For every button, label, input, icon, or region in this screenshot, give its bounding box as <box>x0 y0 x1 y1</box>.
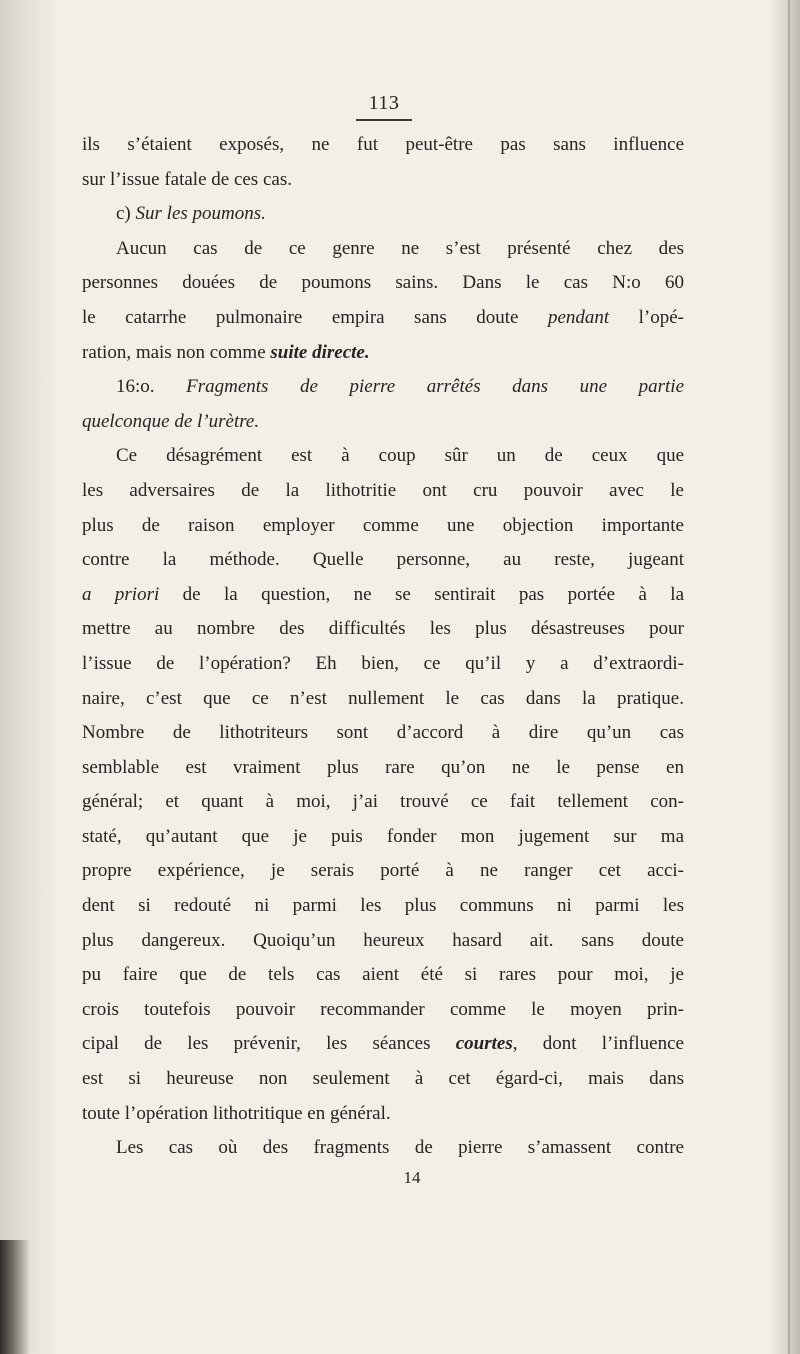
text-line <box>82 163 684 198</box>
text-run: 16:o. <box>116 376 187 398</box>
text-line <box>82 682 684 717</box>
emphasis-run: suite directe. <box>270 341 370 363</box>
text-line <box>82 958 684 993</box>
text-line <box>82 716 684 751</box>
text-run: sur l’issue fatale de ces cas. <box>82 168 292 190</box>
page-edge-right <box>770 0 800 1354</box>
text-run: Nombre de lithotriteurs sont d’accord à dire qu’un cas <box>82 722 684 744</box>
text-run: contre la méthode. Quelle personne, au reste, jugeant <box>82 549 684 571</box>
text-line <box>82 439 684 474</box>
text-run: ils s’étaient exposés, ne fut peut-être pas sans influence <box>82 134 684 155</box>
text-line <box>82 993 684 1028</box>
text-run: crois toutefois pouvoir recommander comme le moyen prin- <box>82 998 684 1020</box>
text-run: Aucun cas de ce genre ne s’est présenté chez des <box>116 237 684 259</box>
text-run: Les cas où des fragments de pierre s’amassent contre <box>116 1137 684 1159</box>
text-line <box>82 785 684 820</box>
text-line <box>82 232 684 267</box>
text-run: l’opé- <box>609 306 684 328</box>
text-run: ration, mais non comme <box>82 341 271 363</box>
text-line <box>82 1027 684 1062</box>
text-line <box>82 889 684 924</box>
text-run: les adversaires de la lithotritie ont cru pouvoir avec le <box>82 479 684 501</box>
text-run: dent si redouté ni parmi les plus communs ni parmi les <box>82 895 684 917</box>
text-run: de la question, ne se sentirait pas portée à la <box>159 583 685 605</box>
text-line <box>82 266 684 301</box>
italic-run: Fragments de pierre arrêtés dans une partie <box>186 376 684 398</box>
text-run: plus dangereux. Quoiqu’un heureux hasard ait. sans doute <box>82 929 684 951</box>
text-run: c) <box>116 203 136 225</box>
text-line <box>82 751 684 786</box>
text-run: le catarrhe pulmonaire empira sans doute <box>82 306 548 328</box>
text-run: propre expérience, je serais porté à ne ranger cet acci- <box>82 860 684 882</box>
text-run: toute l’opération lithotritique en général. <box>82 1102 391 1124</box>
signature-mark: 14 <box>403 1168 421 1187</box>
italic-run: Sur les poumons. <box>135 203 266 225</box>
text-line <box>82 543 684 578</box>
emphasis-run: courtes <box>455 1033 513 1055</box>
text-run: mettre au nombre des difficultés les plus désastreuses pour <box>82 618 684 640</box>
text-line <box>82 405 684 440</box>
text-run: personnes douées de poumons sains. Dans le cas N:o 60 <box>82 272 684 294</box>
body-text <box>82 128 684 1166</box>
text-line <box>82 1062 684 1097</box>
text-line <box>82 612 684 647</box>
text-line <box>82 197 684 232</box>
text-line <box>82 924 684 959</box>
italic-run: quelconque de l’urètre. <box>82 410 260 432</box>
text-run: Ce désagrément est à coup sûr un de ceux que <box>116 445 684 467</box>
page-number: 113 <box>356 92 412 121</box>
text-run: l’issue de l’opération? Eh bien, ce qu’il y a d’extraordi- <box>82 652 684 674</box>
text-run: pu faire que de tels cas aient été si rares pour moi, je <box>82 964 684 986</box>
page-edge-left-shadow <box>0 1240 30 1354</box>
text-run: , dont l’influence <box>512 1033 684 1055</box>
text-run: staté, qu’autant que je puis fonder mon jugement sur ma <box>82 825 684 847</box>
page-edge-left <box>0 0 60 1354</box>
text-line <box>82 854 684 889</box>
text-line <box>82 336 684 371</box>
text-run: cipal de les prévenir, les séances <box>82 1033 456 1055</box>
text-line <box>82 1097 684 1132</box>
text-line <box>82 820 684 855</box>
text-line <box>82 578 684 613</box>
text-run: plus de raison employer comme une objection importante <box>82 514 684 536</box>
page-edge-right-line <box>788 0 790 1354</box>
text-run: semblable est vraiment plus rare qu’on ne le pense en <box>82 756 684 778</box>
italic-run: pendant <box>547 306 610 328</box>
text-line <box>82 301 684 336</box>
italic-run: a priori <box>82 583 160 605</box>
text-line <box>82 509 684 544</box>
text-line <box>82 647 684 682</box>
text-run: naire, c’est que ce n’est nullement le cas dans la pratique. <box>82 687 684 709</box>
text-line <box>82 370 684 405</box>
text-run: général; et quant à moi, j’ai trouvé ce fait tellement con- <box>82 791 684 813</box>
text-line <box>82 474 684 509</box>
text-run: est si heureuse non seulement à cet égard-ci, mais dans <box>82 1068 684 1090</box>
text-line <box>82 128 684 163</box>
text-line <box>82 1131 684 1166</box>
